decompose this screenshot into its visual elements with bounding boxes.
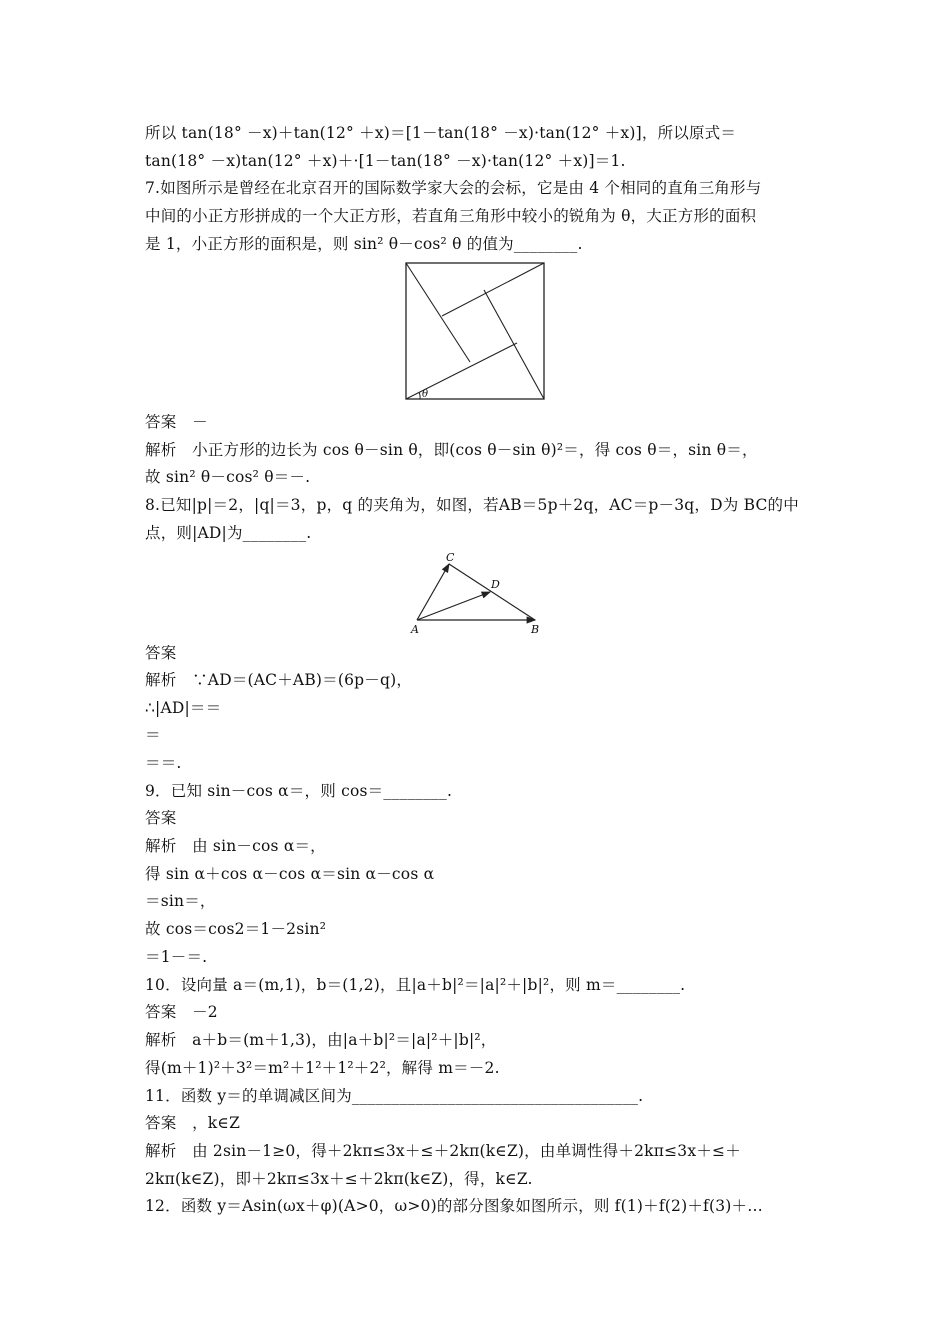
text-line: ＝1－＝. bbox=[145, 948, 208, 966]
text-line: 点，则|AD|为________. bbox=[145, 524, 312, 542]
text-line: 答案 bbox=[145, 809, 177, 827]
text-line: ＝＝. bbox=[145, 754, 182, 772]
text-line: 9．已知 sin－cos α＝，则 cos＝________. bbox=[145, 782, 453, 800]
segment-cb bbox=[449, 564, 535, 620]
angle-label: θ bbox=[422, 389, 429, 400]
text-line: 10．设向量 a＝(m,1)，b＝(1,2)，且|a＋b|²＝|a|²＋|b|²，则 m＝________. bbox=[145, 976, 686, 994]
text-line: 答案 bbox=[145, 644, 177, 662]
text-line: ＝ bbox=[145, 726, 161, 744]
square-logo-figure bbox=[400, 258, 550, 404]
vector-triangle-figure bbox=[405, 550, 555, 636]
text-line: 11．函数 y＝的单调减区间为____________________________________. bbox=[145, 1087, 644, 1105]
vector-ac bbox=[417, 564, 449, 620]
text-line: 答案 － bbox=[145, 413, 208, 431]
triangle-edge bbox=[442, 263, 544, 316]
text-line: ＝sin＝， bbox=[145, 892, 216, 910]
text-line: 解析 由 sin－cos α＝， bbox=[145, 837, 326, 855]
text-line: 得 sin α＋cos α－cos α＝sin α－cos α bbox=[145, 865, 435, 883]
point-c-label: C bbox=[446, 551, 455, 564]
text-line: tan(18° －x)tan(12° ＋x)＋·[1－tan(18° －x)·tan(12° ＋x)]＝1. bbox=[145, 152, 626, 170]
text-line: 解析 由 2sin－1≥0，得＋2kπ≤3x＋≤＋2kπ(k∈Z)，由单调性得＋2kπ≤3x＋≤＋ bbox=[145, 1142, 741, 1160]
triangle-edge bbox=[406, 263, 470, 362]
angle-arc bbox=[419, 392, 420, 399]
text-line: 7.如图所示是曾经在北京召开的国际数学家大会的会标，它是由 4 个相同的直角三角形与 bbox=[145, 179, 762, 197]
text-line: ∴|AD|＝＝ bbox=[145, 699, 222, 717]
point-d-label: D bbox=[491, 578, 500, 591]
text-line: 所以 tan(18° －x)＋tan(12° ＋x)＝[1－tan(18° －x)·tan(12° ＋x)]，所以原式＝ bbox=[145, 124, 737, 142]
text-line: 2kπ(k∈Z)，即＋2kπ≤3x＋≤＋2kπ(k∈Z)，得，k∈Z. bbox=[145, 1170, 533, 1188]
text-line: 是 1，小正方形的面积是，则 sin² θ－cos² θ 的值为________. bbox=[145, 235, 583, 253]
text-line: 12．函数 y＝Asin(ωx＋φ)(A>0，ω>0)的部分图象如图所示，则 f(1)＋f(2)＋f(3)＋… bbox=[145, 1197, 763, 1215]
text-line: 答案 ，k∈Z bbox=[145, 1114, 241, 1132]
text-line: 解析 a＋b＝(m＋1,3)，由|a＋b|²＝|a|²＋|b|²， bbox=[145, 1031, 497, 1049]
text-line: 中间的小正方形拼成的一个大正方形，若直角三角形中较小的锐角为 θ，大正方形的面积 bbox=[145, 207, 757, 225]
text-line: 得(m＋1)²＋3²＝m²＋1²＋1²＋2²，解得 m＝－2. bbox=[145, 1059, 500, 1077]
point-a-label: A bbox=[411, 623, 419, 636]
text-line: 8.已知|p|＝2，|q|＝3，p，q 的夹角为，如图，若AB＝5p＋2q，AC＝p－3q，D为 BC的中 bbox=[145, 496, 799, 514]
vector-ad bbox=[417, 592, 490, 620]
text-line: 答案 －2 bbox=[145, 1003, 218, 1021]
text-line: 解析 ∵AD＝(AC＋AB)＝(6p－q)， bbox=[145, 671, 413, 689]
text-line: 故 sin² θ－cos² θ＝－. bbox=[145, 468, 311, 486]
text-line: 解析 小正方形的边长为 cos θ－sin θ，即(cos θ－sin θ)²＝，得 cos θ＝，sin θ＝， bbox=[145, 441, 758, 459]
point-b-label: B bbox=[531, 623, 540, 636]
text-line: 故 cos＝cos2＝1－2sin² bbox=[145, 920, 327, 938]
triangle-edge bbox=[484, 290, 544, 399]
outer-square bbox=[406, 263, 544, 399]
